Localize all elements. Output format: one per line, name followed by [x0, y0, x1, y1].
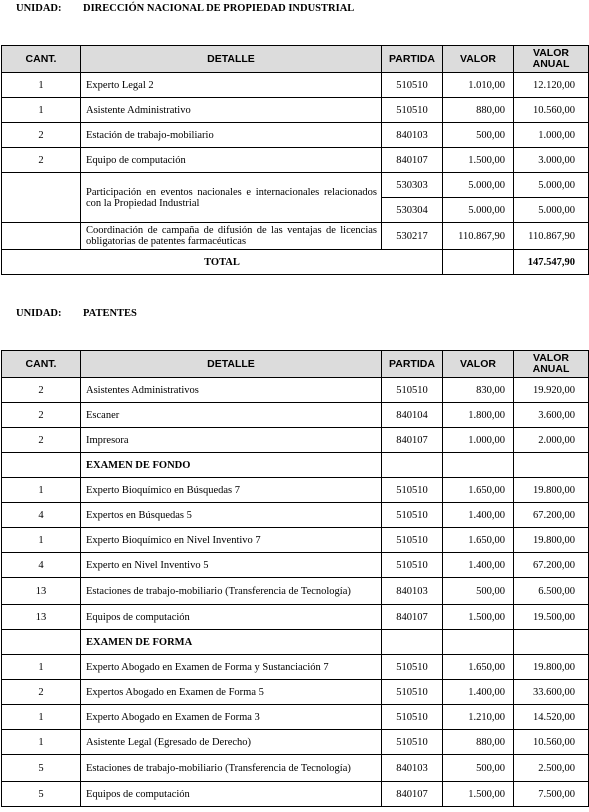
cell-cant [2, 630, 81, 655]
cell-partida: 510510 [382, 528, 443, 553]
cell-valor: 830,00 [443, 378, 514, 403]
table-row [2, 478, 589, 503]
cell-valor: 500,00 [443, 578, 514, 605]
table-row [2, 705, 589, 730]
header-valor: VALOR [443, 351, 514, 378]
cell-partida: 840103 [382, 755, 443, 782]
header-valor-anual: VALOR ANUAL [514, 351, 589, 378]
cell-valor: 110.867,90 [443, 223, 514, 250]
cell-valor: 1.400,00 [443, 503, 514, 528]
cell-valor: 1.650,00 [443, 478, 514, 503]
cell-partida [382, 453, 443, 478]
cell-valor-anual: 10.560,00 [514, 98, 589, 123]
cell-valor: 1.500,00 [443, 782, 514, 807]
cell-cant: 2 [2, 378, 81, 403]
cell-partida: 530217 [382, 223, 443, 250]
cell-valor: 500,00 [443, 755, 514, 782]
cell-detalle: Participación en eventos nacionales e internacionales relacionados con la Propiedad Industrial [81, 173, 382, 223]
cell-valor-anual [514, 630, 589, 655]
cell-valor: 1.650,00 [443, 528, 514, 553]
cell-cant: 1 [2, 478, 81, 503]
budget-table-2 [1, 350, 589, 807]
section-row [2, 630, 589, 655]
header-cant: CANT. [2, 46, 81, 73]
cell-partida [382, 630, 443, 655]
cell-valor: 880,00 [443, 730, 514, 755]
cell-valor-anual: 7.500,00 [514, 782, 589, 807]
cell-partida: 530303 [382, 173, 443, 198]
table-row [2, 148, 589, 173]
cell-valor: 500,00 [443, 123, 514, 148]
cell-valor-anual: 19.800,00 [514, 478, 589, 503]
cell-partida: 510510 [382, 503, 443, 528]
header-detalle: DETALLE [81, 46, 382, 73]
table-row [2, 553, 589, 578]
cell-detalle: Impresora [81, 428, 382, 453]
cell-cant [2, 223, 81, 250]
table-row [2, 428, 589, 453]
table-row [2, 680, 589, 705]
cell-valor-anual: 2.500,00 [514, 755, 589, 782]
cell-detalle: Estaciones de trabajo-mobiliario (Transferencia de Tecnología) [81, 755, 382, 782]
cell-valor: 1.800,00 [443, 403, 514, 428]
cell-partida: 510510 [382, 73, 443, 98]
table-row [2, 755, 589, 782]
cell-valor-anual: 2.000,00 [514, 428, 589, 453]
cell-partida: 840104 [382, 403, 443, 428]
cell-valor-anual: 67.200,00 [514, 503, 589, 528]
table-row [2, 528, 589, 553]
cell-detalle: Escaner [81, 403, 382, 428]
cell-detalle: Expertos en Búsquedas 5 [81, 503, 382, 528]
cell-detalle: Equipo de computación [81, 148, 382, 173]
table-header-row [2, 351, 589, 378]
cell-cant: 13 [2, 578, 81, 605]
cell-valor: 1.010,00 [443, 73, 514, 98]
table-row [2, 73, 589, 98]
cell-valor: 1.000,00 [443, 428, 514, 453]
cell-partida: 510510 [382, 378, 443, 403]
table-row [2, 223, 589, 250]
cell-valor: 5.000,00 [443, 198, 514, 223]
cell-cant: 1 [2, 730, 81, 755]
cell-valor-anual [514, 453, 589, 478]
unit-heading-2 [16, 308, 137, 319]
cell-valor: 1.500,00 [443, 605, 514, 630]
cell-partida: 840107 [382, 148, 443, 173]
cell-partida: 510510 [382, 705, 443, 730]
cell-partida: 510510 [382, 730, 443, 755]
cell-detalle: Asistentes Administrativos [81, 378, 382, 403]
unit-label: UNIDAD: [16, 308, 62, 319]
cell-partida: 510510 [382, 98, 443, 123]
total-label: TOTAL [2, 250, 443, 275]
cell-cant: 2 [2, 428, 81, 453]
cell-detalle: Experto Bioquímico en Nivel Inventivo 7 [81, 528, 382, 553]
cell-valor: 1.650,00 [443, 655, 514, 680]
cell-cant: 1 [2, 98, 81, 123]
cell-partida: 530304 [382, 198, 443, 223]
total-value: 147.547,90 [514, 250, 589, 275]
table-row [2, 782, 589, 807]
cell-valor: 1.400,00 [443, 680, 514, 705]
cell-valor-anual: 14.520,00 [514, 705, 589, 730]
cell-valor-anual: 33.600,00 [514, 680, 589, 705]
table-row [2, 655, 589, 680]
unit-name: PATENTES [83, 308, 137, 319]
cell-valor [443, 453, 514, 478]
header-valor: VALOR [443, 46, 514, 73]
unit-heading-1 [16, 3, 354, 14]
cell-cant: 4 [2, 553, 81, 578]
cell-cant: 1 [2, 73, 81, 98]
header-partida: PARTIDA [382, 351, 443, 378]
cell-valor: 1.400,00 [443, 553, 514, 578]
table-row [2, 503, 589, 528]
cell-cant: 1 [2, 705, 81, 730]
cell-partida: 510510 [382, 680, 443, 705]
cell-valor-anual: 3.600,00 [514, 403, 589, 428]
cell-cant: 2 [2, 123, 81, 148]
unit-label: UNIDAD: [16, 3, 62, 14]
cell-valor-anual: 6.500,00 [514, 578, 589, 605]
cell-partida: 840107 [382, 428, 443, 453]
cell-valor: 1.210,00 [443, 705, 514, 730]
table-header-row [2, 46, 589, 73]
cell-partida: 510510 [382, 655, 443, 680]
header-cant: CANT. [2, 351, 81, 378]
cell-cant: 2 [2, 148, 81, 173]
table-total-row [2, 250, 589, 275]
cell-partida: 510510 [382, 478, 443, 503]
cell-partida: 840103 [382, 578, 443, 605]
table-row [2, 403, 589, 428]
cell-detalle: Equipos de computación [81, 782, 382, 807]
unit-name: DIRECCIÓN NACIONAL DE PROPIEDAD INDUSTRIAL [83, 3, 355, 14]
cell-detalle: Experto en Nivel Inventivo 5 [81, 553, 382, 578]
cell-cant: 13 [2, 605, 81, 630]
cell-detalle: Asistente Administrativo [81, 98, 382, 123]
cell-detalle: Estación de trabajo-mobiliario [81, 123, 382, 148]
section-row [2, 453, 589, 478]
cell-valor-anual: 19.800,00 [514, 528, 589, 553]
cell-detalle: Experto Abogado en Examen de Forma y Sustanciación 7 [81, 655, 382, 680]
table-row [2, 98, 589, 123]
cell-valor: 5.000,00 [443, 173, 514, 198]
cell-cant: 2 [2, 403, 81, 428]
header-valor-anual: VALOR ANUAL [514, 46, 589, 73]
cell-partida: 840107 [382, 782, 443, 807]
cell-detalle: Expertos Abogado en Examen de Forma 5 [81, 680, 382, 705]
cell-valor-anual: 5.000,00 [514, 173, 589, 198]
table-row [2, 173, 589, 198]
section-title: EXAMEN DE FORMA [81, 630, 382, 655]
cell-cant: 1 [2, 528, 81, 553]
cell-valor [443, 630, 514, 655]
cell-cant: 2 [2, 680, 81, 705]
cell-cant: 4 [2, 503, 81, 528]
table-row [2, 730, 589, 755]
table-row [2, 123, 589, 148]
cell-valor-anual: 12.120,00 [514, 73, 589, 98]
cell-detalle: Asistente Legal (Egresado de Derecho) [81, 730, 382, 755]
table-row [2, 378, 589, 403]
table-row [2, 605, 589, 630]
cell-valor-anual: 19.500,00 [514, 605, 589, 630]
cell-valor-anual: 1.000,00 [514, 123, 589, 148]
cell-partida: 840103 [382, 123, 443, 148]
header-partida: PARTIDA [382, 46, 443, 73]
cell-detalle: Equipos de computación [81, 605, 382, 630]
total-empty-cell [443, 250, 514, 275]
cell-detalle: Experto Bioquímico en Búsquedas 7 [81, 478, 382, 503]
table-row [2, 578, 589, 605]
header-detalle: DETALLE [81, 351, 382, 378]
cell-valor-anual: 5.000,00 [514, 198, 589, 223]
cell-valor: 880,00 [443, 98, 514, 123]
cell-cant [2, 453, 81, 478]
cell-detalle: Coordinación de campaña de difusión de las ventajas de licencias obligatorias de patentes farmacéuticas [81, 223, 382, 250]
cell-detalle: Experto Abogado en Examen de Forma 3 [81, 705, 382, 730]
cell-partida: 840107 [382, 605, 443, 630]
budget-table-1 [1, 45, 589, 275]
section-title: EXAMEN DE FONDO [81, 453, 382, 478]
cell-valor-anual: 67.200,00 [514, 553, 589, 578]
cell-partida: 510510 [382, 553, 443, 578]
cell-cant: 5 [2, 755, 81, 782]
cell-cant: 1 [2, 655, 81, 680]
cell-valor: 1.500,00 [443, 148, 514, 173]
cell-cant [2, 173, 81, 223]
cell-detalle: Estaciones de trabajo-mobiliario (Transferencia de Tecnología) [81, 578, 382, 605]
cell-detalle: Experto Legal 2 [81, 73, 382, 98]
cell-valor-anual: 10.560,00 [514, 730, 589, 755]
cell-cant: 5 [2, 782, 81, 807]
cell-valor-anual: 3.000,00 [514, 148, 589, 173]
cell-valor-anual: 19.920,00 [514, 378, 589, 403]
cell-valor-anual: 19.800,00 [514, 655, 589, 680]
cell-valor-anual: 110.867,90 [514, 223, 589, 250]
